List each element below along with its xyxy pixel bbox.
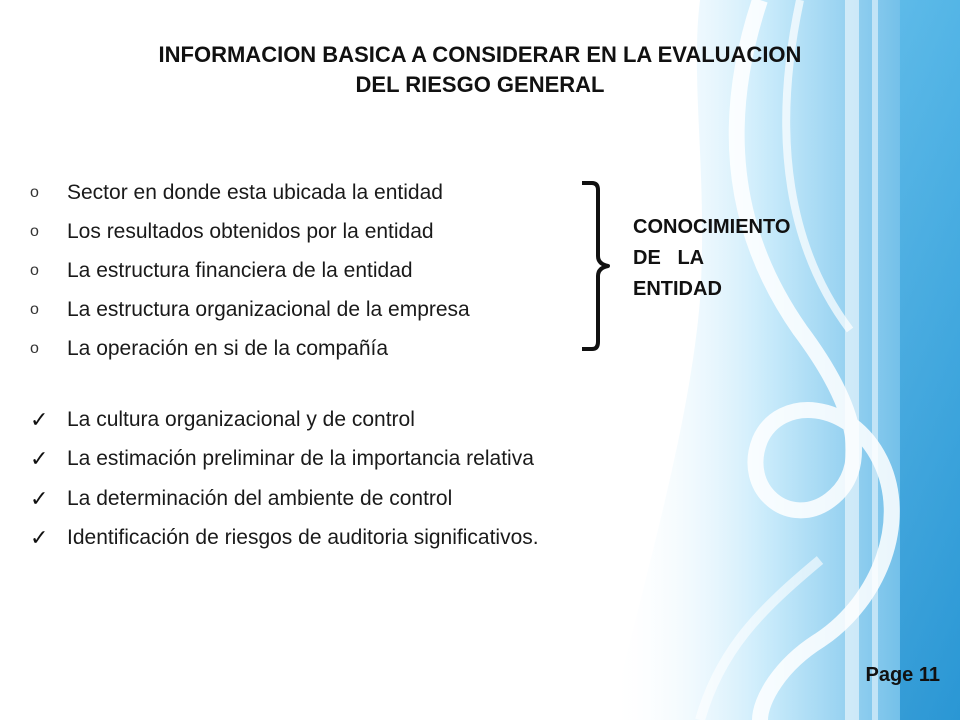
title-line-1: INFORMACION BASICA A CONSIDERAR EN LA EVALUACION: [158, 42, 802, 67]
circle-bullet-icon: o: [30, 222, 39, 240]
page-number: Page 11: [865, 664, 940, 686]
bracket-label-line: ENTIDAD: [633, 278, 722, 300]
list-item-text: La operación en si de la compañía: [67, 336, 389, 360]
bracket-label-line: CONOCIMIENTO: [633, 216, 791, 238]
list-item-text: La cultura organizacional y de control: [67, 407, 415, 431]
list-item: [30, 479, 539, 519]
right-bracket-icon: [578, 180, 618, 352]
circle-bullet-icon: o: [30, 300, 39, 318]
circle-bullet-list: [30, 173, 470, 368]
list-item-text: Identificación de riesgos de auditoria significativos.: [67, 526, 539, 550]
circle-bullet-icon: o: [30, 261, 39, 279]
circle-bullet-icon: o: [30, 339, 39, 357]
checkmark-icon: ✓: [30, 485, 49, 511]
circle-bullet-icon: o: [30, 183, 39, 201]
list-item: [30, 212, 470, 251]
list-item-text: La estructura financiera de la entidad: [67, 258, 413, 282]
list-item: [30, 329, 470, 368]
list-item-text: La determinación del ambiente de control: [67, 486, 453, 510]
checkmark-icon: ✓: [30, 406, 49, 432]
list-item-text: La estructura organizacional de la empresa: [67, 297, 470, 321]
bracket-label-line: DE LA: [633, 247, 705, 269]
list-item: [30, 290, 470, 329]
list-item: [30, 519, 539, 559]
list-item: [30, 440, 539, 480]
checkmark-icon: ✓: [30, 525, 49, 551]
list-item-text: La estimación preliminar de la importancia relativa: [67, 447, 534, 471]
list-item-text: Sector en donde esta ubicada la entidad: [67, 180, 443, 204]
checkmark-list: [30, 400, 539, 558]
list-item-text: Los resultados obtenidos por la entidad: [67, 219, 434, 243]
list-item: [30, 173, 470, 212]
list-item: [30, 400, 539, 440]
slide-title: [40, 40, 920, 100]
title-line-2: DEL RIESGO GENERAL: [355, 72, 605, 97]
checkmark-icon: ✓: [30, 446, 49, 472]
list-item: [30, 251, 470, 290]
bracket-label: [633, 212, 790, 305]
